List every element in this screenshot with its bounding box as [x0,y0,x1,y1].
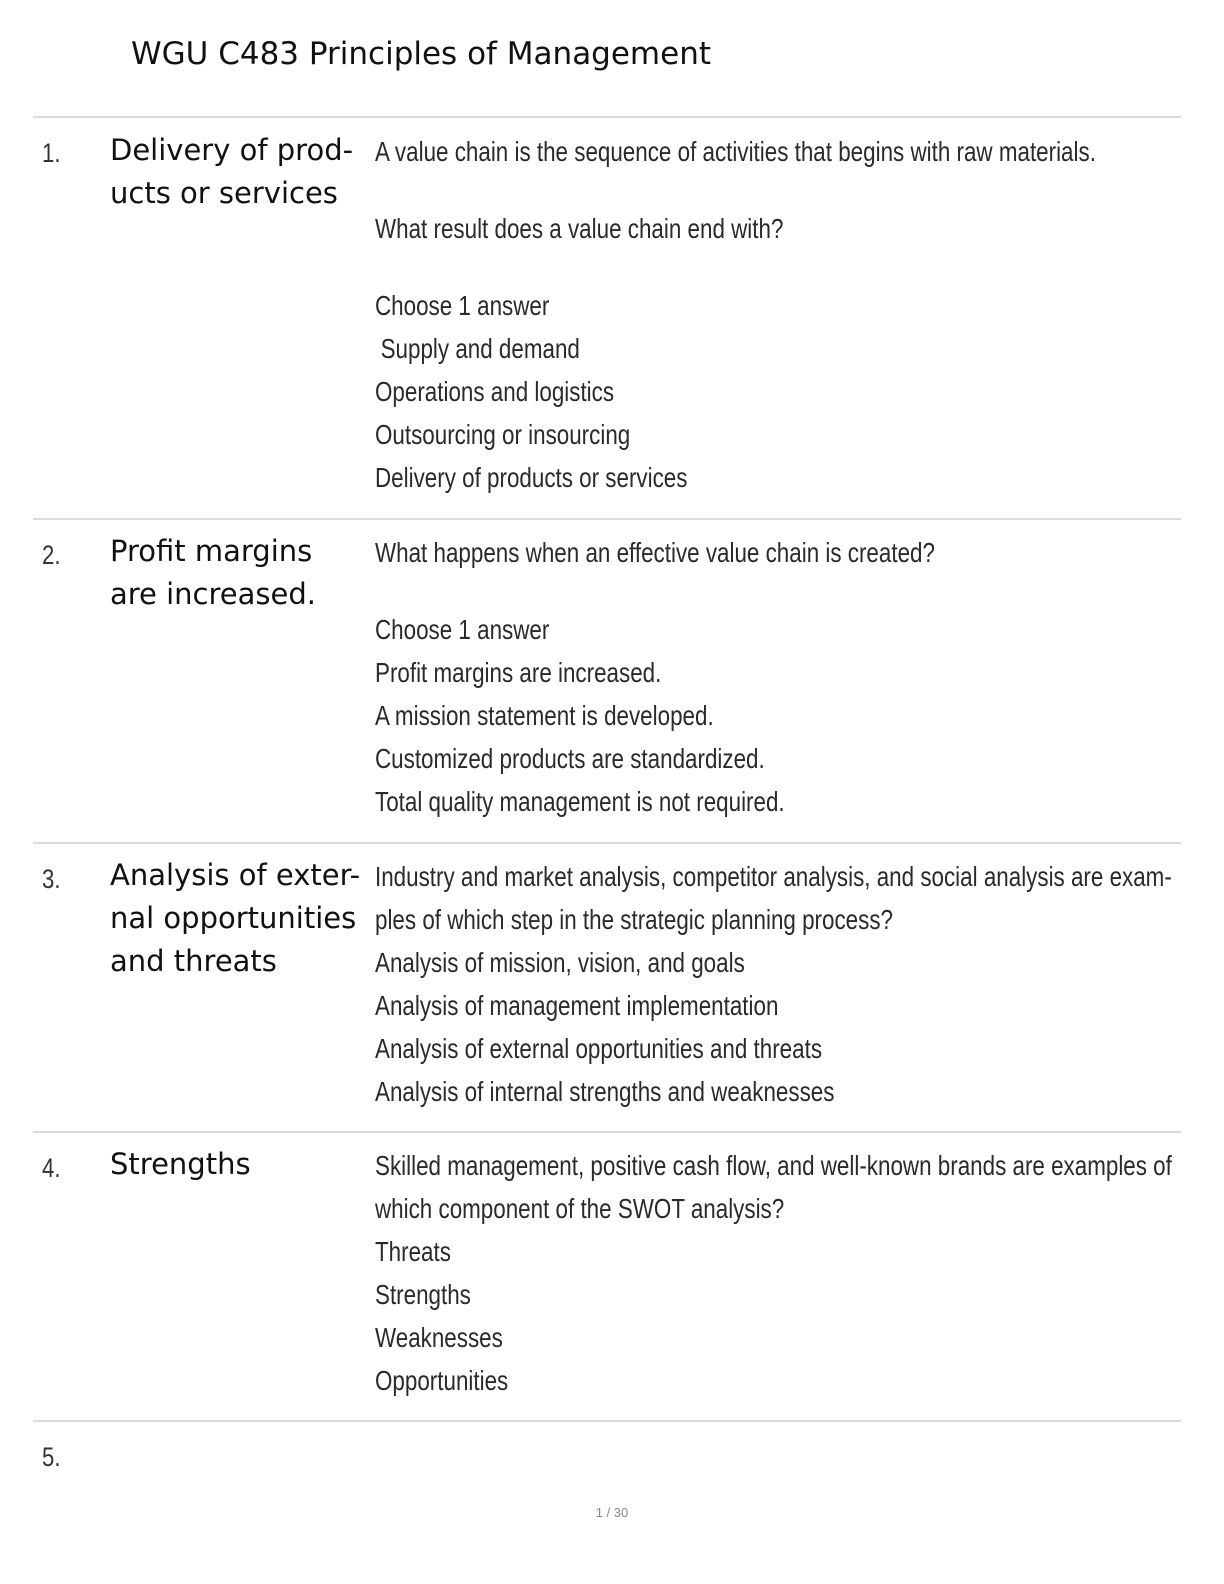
term-line: and threats [110,944,277,978]
answer-option: Outsourcing or insourcing [375,419,631,450]
card-number: 5. [42,1442,61,1472]
answer-option: Profit margins are increased. [375,657,662,688]
answer-option: Supply and demand [380,333,580,364]
term-line: are increased. [110,577,316,611]
question-text: ples of which step in the strategic planning process? [375,904,893,935]
answer-option: Strengths [375,1279,471,1310]
question-text: Industry and market analysis, competitor analysis, and social analysis are exam- [375,861,1172,892]
question-text: Skilled management, positive cash flow, and well-known brands are examples of [375,1150,1172,1181]
answer-option: Delivery of products or services [375,462,688,493]
card-term [110,1143,372,1186]
divider [33,518,1181,520]
divider [33,1131,1181,1133]
answer-option: Analysis of internal strengths and weaknesses [375,1076,835,1107]
answer-option: Total quality management is not required. [375,786,785,817]
card-term [110,854,372,983]
card-term [110,129,372,215]
card-number: 3. [42,864,61,894]
answer-option: A mission statement is developed. [375,700,714,731]
divider [33,1420,1181,1422]
card-definition [375,130,1159,499]
page-indicator: 1 / 30 [595,1505,629,1520]
answer-option: Weaknesses [375,1322,503,1353]
question-prompt: What result does a value chain end with? [375,213,784,244]
answer-option: Operations and logistics [375,376,615,407]
term-line: nal opportunities [110,901,357,935]
card-definition [375,531,1159,823]
card-term [110,530,372,616]
question-text: which component of the SWOT analysis? [375,1193,785,1224]
divider [33,116,1181,118]
card-number: 1. [42,138,61,168]
answer-option: Analysis of management implementation [375,990,779,1021]
answer-option: Threats [375,1236,451,1267]
term-line: Analysis of exter- [110,858,361,892]
card-number: 2. [42,540,61,570]
card-definition [375,855,1172,1113]
answer-instruction: Choose 1 answer [375,290,550,321]
answer-instruction: Choose 1 answer [375,614,550,645]
answer-option: Customized products are standardized. [375,743,765,774]
term-line: Delivery of prod- [110,133,354,167]
answer-option: Analysis of mission, vision, and goals [375,947,745,978]
answer-option: Analysis of external opportunities and threats [375,1033,823,1064]
card-definition [375,1144,1172,1402]
term-line: ucts or services [110,176,338,210]
answer-option: Opportunities [375,1365,509,1396]
document-title: WGU C483 Principles of Management [131,36,712,72]
question-text: What happens when an effective value chain is created? [375,537,935,568]
question-text: A value chain is the sequence of activities that begins with raw materials. [375,136,1096,167]
term-line: Strengths [110,1147,251,1181]
divider [33,842,1181,844]
card-number: 4. [42,1153,61,1183]
term-line: Profit margins [110,534,313,568]
